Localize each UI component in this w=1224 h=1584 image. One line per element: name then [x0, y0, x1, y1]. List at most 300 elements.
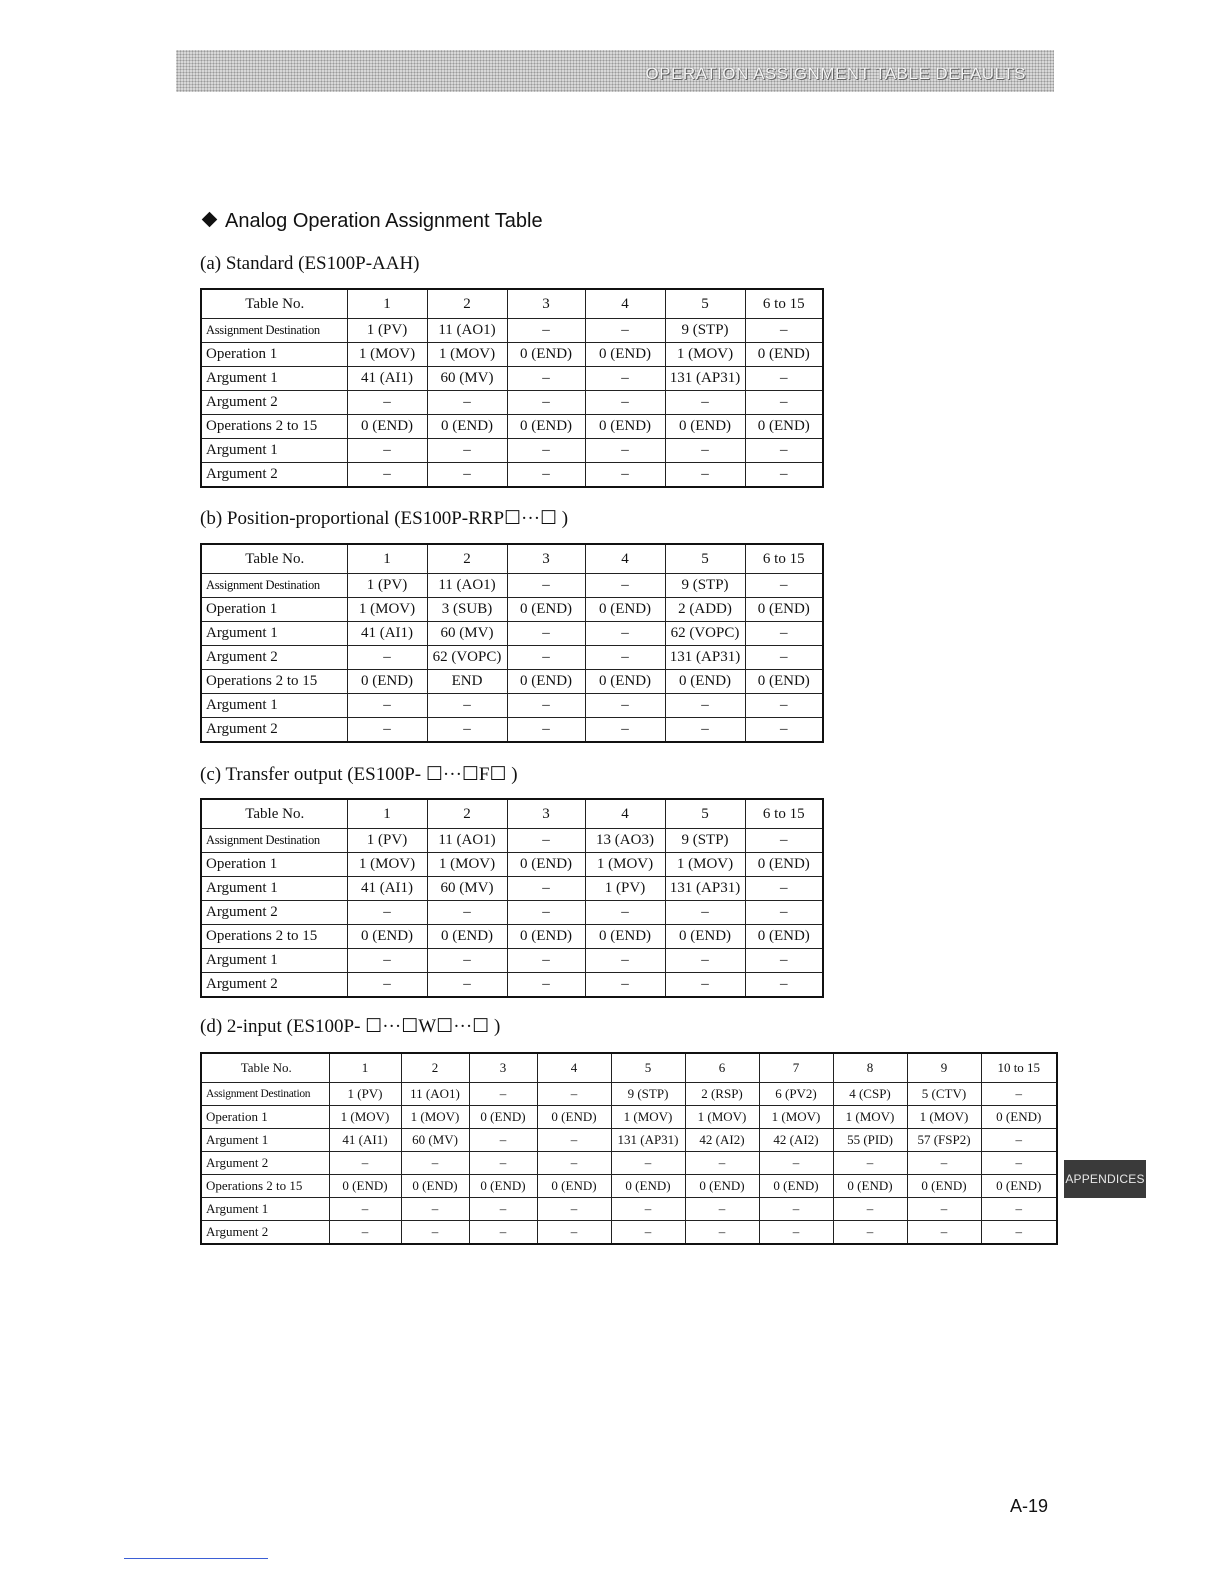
table-cell: – [347, 901, 427, 925]
table-cell: – [469, 1083, 537, 1106]
column-header: 10 to 15 [981, 1053, 1057, 1083]
table-cell: – [427, 463, 507, 488]
table-row [201, 415, 823, 439]
table-row [201, 973, 823, 998]
table-cell: – [507, 646, 585, 670]
row-label: Argument 1 [201, 1129, 329, 1152]
table-cell: – [507, 367, 585, 391]
table-row [201, 853, 823, 877]
row-label: Assignment Destination [201, 319, 347, 343]
table-cell: – [401, 1221, 469, 1245]
row-label: Argument 1 [201, 1198, 329, 1221]
table-cell: 1 (MOV) [347, 853, 427, 877]
row-label: Argument 2 [201, 973, 347, 998]
table-cell: – [745, 877, 823, 901]
table-cell: – [833, 1198, 907, 1221]
column-header: Table No. [201, 544, 347, 574]
table-cell: – [745, 463, 823, 488]
row-label: Operations 2 to 15 [201, 1175, 329, 1198]
table-cell: 0 (END) [347, 415, 427, 439]
table-cell: – [665, 973, 745, 998]
table-row [201, 439, 823, 463]
table-row [201, 1198, 1057, 1221]
row-label: Assignment Destination [201, 1083, 329, 1106]
table-cell: 1 (PV) [347, 319, 427, 343]
table-cell: – [665, 439, 745, 463]
table-cell: – [745, 574, 823, 598]
table-cell: 0 (END) [981, 1175, 1057, 1198]
table-cell: 0 (END) [981, 1106, 1057, 1129]
column-header: Table No. [201, 1053, 329, 1083]
table-cell: – [745, 829, 823, 853]
table-cell: 0 (END) [537, 1106, 611, 1129]
table-cell: 0 (END) [507, 598, 585, 622]
table-cell: 1 (MOV) [401, 1106, 469, 1129]
row-label: Operation 1 [201, 343, 347, 367]
table-cell: 131 (AP31) [665, 877, 745, 901]
table-cell: 1 (MOV) [665, 343, 745, 367]
table-row [201, 319, 823, 343]
column-header: Table No. [201, 799, 347, 829]
table-cell: – [745, 646, 823, 670]
table-cell: 6 (PV2) [759, 1083, 833, 1106]
table-row [201, 646, 823, 670]
table-row [201, 1152, 1057, 1175]
table-row [201, 463, 823, 488]
row-label: Operation 1 [201, 853, 347, 877]
table-cell: 0 (END) [685, 1175, 759, 1198]
row-label: Argument 2 [201, 463, 347, 488]
diamond-bullet-icon [202, 212, 218, 228]
column-header: 5 [665, 544, 745, 574]
table-cell: – [745, 949, 823, 973]
table-cell: 0 (END) [745, 415, 823, 439]
table-cell: – [347, 694, 427, 718]
table-row [201, 391, 823, 415]
table-cell: – [585, 901, 665, 925]
table-cell: 2 (RSP) [685, 1083, 759, 1106]
table-standard [200, 288, 824, 488]
table-cell: 131 (AP31) [611, 1129, 685, 1152]
table-cell: – [685, 1198, 759, 1221]
table-cell: 0 (END) [907, 1175, 981, 1198]
table-cell: 2 (ADD) [665, 598, 745, 622]
table-row [201, 598, 823, 622]
table-cell: – [585, 622, 665, 646]
table-cell: 9 (STP) [611, 1083, 685, 1106]
table-cell: – [611, 1221, 685, 1245]
table-row [201, 949, 823, 973]
table-cell: 60 (MV) [427, 622, 507, 646]
table-row [201, 343, 823, 367]
table-cell: – [537, 1083, 611, 1106]
section-heading-text: Analog Operation Assignment Table [225, 210, 543, 232]
table-cell: 62 (VOPC) [665, 622, 745, 646]
table-cell: – [685, 1152, 759, 1175]
table-header-row [201, 289, 823, 319]
table-cell: – [907, 1152, 981, 1175]
table-cell: – [665, 949, 745, 973]
table-cell: 1 (MOV) [907, 1106, 981, 1129]
appendices-tab[interactable] [1064, 1160, 1146, 1198]
table-cell: 0 (END) [665, 670, 745, 694]
column-header: 2 [401, 1053, 469, 1083]
column-header: 4 [585, 799, 665, 829]
table-cell: – [507, 439, 585, 463]
table-cell: – [745, 901, 823, 925]
table-cell: 1 (MOV) [329, 1106, 401, 1129]
column-header: 2 [427, 544, 507, 574]
column-header: 1 [347, 289, 427, 319]
table-cell: 60 (MV) [427, 877, 507, 901]
table-cell: 4 (CSP) [833, 1083, 907, 1106]
column-header: 6 to 15 [745, 799, 823, 829]
column-header: 6 to 15 [745, 544, 823, 574]
column-header: 3 [469, 1053, 537, 1083]
table-cell: 0 (END) [585, 343, 665, 367]
table-2-input [200, 1052, 1058, 1245]
table-cell: 5 (CTV) [907, 1083, 981, 1106]
row-label: Argument 2 [201, 391, 347, 415]
table-header-row [201, 544, 823, 574]
table-row [201, 670, 823, 694]
column-header: 3 [507, 289, 585, 319]
bottom-rule [124, 1558, 268, 1559]
table-row [201, 829, 823, 853]
table-cell: 0 (END) [745, 670, 823, 694]
table-cell: – [585, 694, 665, 718]
table-cell: – [347, 463, 427, 488]
row-label: Operations 2 to 15 [201, 925, 347, 949]
table-cell: – [537, 1129, 611, 1152]
table-cell: 11 (AO1) [427, 319, 507, 343]
column-header: 5 [665, 799, 745, 829]
section-heading [202, 210, 543, 233]
table-row [201, 694, 823, 718]
table-cell: – [347, 718, 427, 743]
table-cell: – [585, 367, 665, 391]
table-row [201, 901, 823, 925]
table-cell: 0 (END) [469, 1106, 537, 1129]
table-cell: – [537, 1198, 611, 1221]
table-cell: 131 (AP31) [665, 367, 745, 391]
table-cell: 1 (MOV) [427, 343, 507, 367]
table-cell: 9 (STP) [665, 829, 745, 853]
table-cell: – [981, 1083, 1057, 1106]
column-header: 7 [759, 1053, 833, 1083]
table-cell: 0 (END) [507, 415, 585, 439]
table-cell: – [745, 718, 823, 743]
table-cell: – [469, 1152, 537, 1175]
table-cell: – [427, 439, 507, 463]
table-cell: 0 (END) [585, 670, 665, 694]
page-header-title: OPERATION ASSIGNMENT TABLE DEFAULTS [645, 64, 1026, 83]
table-cell: – [585, 574, 665, 598]
table-cell: – [907, 1198, 981, 1221]
table-cell: – [585, 646, 665, 670]
table-row [201, 1175, 1057, 1198]
table-cell: 0 (END) [611, 1175, 685, 1198]
table-cell: – [585, 463, 665, 488]
row-label: Operation 1 [201, 1106, 329, 1129]
table-row [201, 1129, 1057, 1152]
table-cell: – [507, 574, 585, 598]
table-cell: – [665, 463, 745, 488]
table-cell: – [469, 1221, 537, 1245]
table-cell: – [427, 391, 507, 415]
table-row [201, 877, 823, 901]
table-cell: 0 (END) [329, 1175, 401, 1198]
table-cell: 0 (END) [665, 415, 745, 439]
table-cell: END [427, 670, 507, 694]
column-header: 3 [507, 544, 585, 574]
table-cell: – [347, 439, 427, 463]
table-row [201, 1221, 1057, 1245]
table-cell: – [585, 718, 665, 743]
table-cell: 0 (END) [469, 1175, 537, 1198]
table-cell: 57 (FSP2) [907, 1129, 981, 1152]
table-cell: – [759, 1198, 833, 1221]
table-cell: 0 (END) [507, 670, 585, 694]
table-cell: – [427, 694, 507, 718]
table-caption-standard: (a) Standard (ES100P-AAH) [200, 253, 420, 274]
table-cell: – [507, 463, 585, 488]
table-cell: 0 (END) [585, 925, 665, 949]
table-cell: – [611, 1198, 685, 1221]
table-cell: 1 (MOV) [427, 853, 507, 877]
table-cell: – [665, 391, 745, 415]
table-cell: 41 (AI1) [329, 1129, 401, 1152]
table-cell: 42 (AI2) [685, 1129, 759, 1152]
column-header: 1 [347, 544, 427, 574]
table-row [201, 718, 823, 743]
column-header: Table No. [201, 289, 347, 319]
table-cell: – [427, 973, 507, 998]
row-label: Argument 2 [201, 1221, 329, 1245]
table-cell: – [507, 391, 585, 415]
table-cell: 0 (END) [745, 853, 823, 877]
table-cell: 0 (END) [745, 925, 823, 949]
column-header: 4 [537, 1053, 611, 1083]
table-cell: 0 (END) [347, 925, 427, 949]
appendices-tab-label: APPENDICES [1065, 1172, 1145, 1186]
table-cell: 41 (AI1) [347, 367, 427, 391]
column-header: 2 [427, 799, 507, 829]
table-cell: 60 (MV) [401, 1129, 469, 1152]
table-cell: – [507, 694, 585, 718]
table-cell: 0 (END) [401, 1175, 469, 1198]
table-cell: 1 (PV) [585, 877, 665, 901]
table-cell: 62 (VOPC) [427, 646, 507, 670]
table-cell: 0 (END) [427, 925, 507, 949]
table-cell: – [981, 1198, 1057, 1221]
row-label: Argument 2 [201, 718, 347, 743]
table-cell: 1 (PV) [329, 1083, 401, 1106]
table-cell: – [833, 1221, 907, 1245]
column-header: 6 to 15 [745, 289, 823, 319]
table-cell: – [665, 718, 745, 743]
table-cell: – [469, 1129, 537, 1152]
table-cell: 1 (MOV) [611, 1106, 685, 1129]
table-cell: 1 (MOV) [585, 853, 665, 877]
table-cell: – [507, 319, 585, 343]
table-caption-2-input: (d) 2-input (ES100P- ☐···☐W☐···☐ ) [200, 1016, 501, 1037]
table-cell: – [907, 1221, 981, 1245]
table-cell: – [745, 694, 823, 718]
table-cell: 41 (AI1) [347, 622, 427, 646]
row-label: Argument 2 [201, 901, 347, 925]
table-cell: 1 (MOV) [347, 598, 427, 622]
table-cell: – [585, 439, 665, 463]
table-cell: – [507, 877, 585, 901]
table-row [201, 622, 823, 646]
row-label: Argument 2 [201, 1152, 329, 1175]
table-cell: 0 (END) [833, 1175, 907, 1198]
table-cell: 0 (END) [507, 853, 585, 877]
row-label: Argument 2 [201, 646, 347, 670]
table-cell: – [685, 1221, 759, 1245]
column-header: 9 [907, 1053, 981, 1083]
table-cell: – [745, 391, 823, 415]
row-label: Assignment Destination [201, 574, 347, 598]
table-cell: 9 (STP) [665, 574, 745, 598]
table-cell: – [745, 973, 823, 998]
table-cell: – [745, 622, 823, 646]
table-cell: 131 (AP31) [665, 646, 745, 670]
table-cell: – [611, 1152, 685, 1175]
column-header: 1 [329, 1053, 401, 1083]
table-cell: – [427, 718, 507, 743]
column-header: 6 [685, 1053, 759, 1083]
table-cell: – [665, 901, 745, 925]
table-cell: 0 (END) [745, 343, 823, 367]
column-header: 4 [585, 289, 665, 319]
row-label: Assignment Destination [201, 829, 347, 853]
table-cell: 60 (MV) [427, 367, 507, 391]
table-position-proportional [200, 543, 824, 743]
row-label: Argument 1 [201, 367, 347, 391]
table-cell: 1 (MOV) [347, 343, 427, 367]
table-cell: – [401, 1198, 469, 1221]
table-header-row [201, 799, 823, 829]
row-label: Operations 2 to 15 [201, 670, 347, 694]
column-header: 8 [833, 1053, 907, 1083]
table-cell: – [329, 1152, 401, 1175]
table-cell: – [329, 1221, 401, 1245]
row-label: Argument 1 [201, 439, 347, 463]
table-row [201, 367, 823, 391]
table-cell: – [507, 718, 585, 743]
table-cell: – [585, 949, 665, 973]
table-row [201, 574, 823, 598]
table-cell: – [427, 901, 507, 925]
table-row [201, 1106, 1057, 1129]
table-cell: 1 (MOV) [759, 1106, 833, 1129]
column-header: 5 [611, 1053, 685, 1083]
table-cell: 1 (MOV) [665, 853, 745, 877]
table-cell: 0 (END) [507, 343, 585, 367]
table-cell: – [981, 1152, 1057, 1175]
table-cell: 11 (AO1) [401, 1083, 469, 1106]
table-cell: 55 (PID) [833, 1129, 907, 1152]
table-cell: 0 (END) [665, 925, 745, 949]
header-band [176, 50, 1054, 92]
table-cell: – [507, 973, 585, 998]
column-header: 2 [427, 289, 507, 319]
table-cell: – [329, 1198, 401, 1221]
table-cell: – [347, 973, 427, 998]
table-cell: – [585, 391, 665, 415]
table-cell: 1 (PV) [347, 574, 427, 598]
table-cell: – [347, 646, 427, 670]
table-cell: 0 (END) [745, 598, 823, 622]
table-cell: 42 (AI2) [759, 1129, 833, 1152]
table-cell: – [585, 973, 665, 998]
table-cell: – [401, 1152, 469, 1175]
table-cell: – [745, 319, 823, 343]
table-cell: – [745, 439, 823, 463]
table-cell: 9 (STP) [665, 319, 745, 343]
table-cell: – [427, 949, 507, 973]
table-cell: 0 (END) [507, 925, 585, 949]
row-label: Argument 1 [201, 694, 347, 718]
row-label: Argument 1 [201, 877, 347, 901]
page-number: A-19 [1010, 1496, 1049, 1516]
table-cell: – [759, 1152, 833, 1175]
table-cell: 0 (END) [759, 1175, 833, 1198]
table-cell: 0 (END) [585, 598, 665, 622]
table-cell: – [537, 1152, 611, 1175]
table-cell: 1 (PV) [347, 829, 427, 853]
table-cell: 1 (MOV) [833, 1106, 907, 1129]
column-header: 3 [507, 799, 585, 829]
table-header-row [201, 1053, 1057, 1083]
table-cell: – [759, 1221, 833, 1245]
column-header: 4 [585, 544, 665, 574]
table-row [201, 1083, 1057, 1106]
table-cell: 0 (END) [585, 415, 665, 439]
row-label: Argument 1 [201, 622, 347, 646]
table-cell: – [665, 694, 745, 718]
column-header: 1 [347, 799, 427, 829]
row-label: Operations 2 to 15 [201, 415, 347, 439]
table-cell: – [507, 901, 585, 925]
table-cell: – [745, 367, 823, 391]
table-cell: 0 (END) [427, 415, 507, 439]
table-cell: 1 (MOV) [685, 1106, 759, 1129]
table-cell: 0 (END) [537, 1175, 611, 1198]
table-cell: – [537, 1221, 611, 1245]
column-header: 5 [665, 289, 745, 319]
table-cell: – [507, 829, 585, 853]
table-cell: 41 (AI1) [347, 877, 427, 901]
table-cell: – [507, 622, 585, 646]
table-cell: – [833, 1152, 907, 1175]
table-cell: 13 (AO3) [585, 829, 665, 853]
table-cell: – [981, 1129, 1057, 1152]
row-label: Operation 1 [201, 598, 347, 622]
table-cell: – [347, 391, 427, 415]
table-caption-transfer-output: (c) Transfer output (ES100P- ☐···☐F☐ ) [200, 764, 518, 785]
table-cell: – [981, 1221, 1057, 1245]
table-cell: – [347, 949, 427, 973]
table-cell: – [469, 1198, 537, 1221]
table-caption-position-proportional: (b) Position-proportional (ES100P-RRP☐···☐ ) [200, 508, 569, 529]
table-cell: 3 (SUB) [427, 598, 507, 622]
table-transfer-output [200, 798, 824, 998]
table-cell: 11 (AO1) [427, 574, 507, 598]
table-cell: – [585, 319, 665, 343]
